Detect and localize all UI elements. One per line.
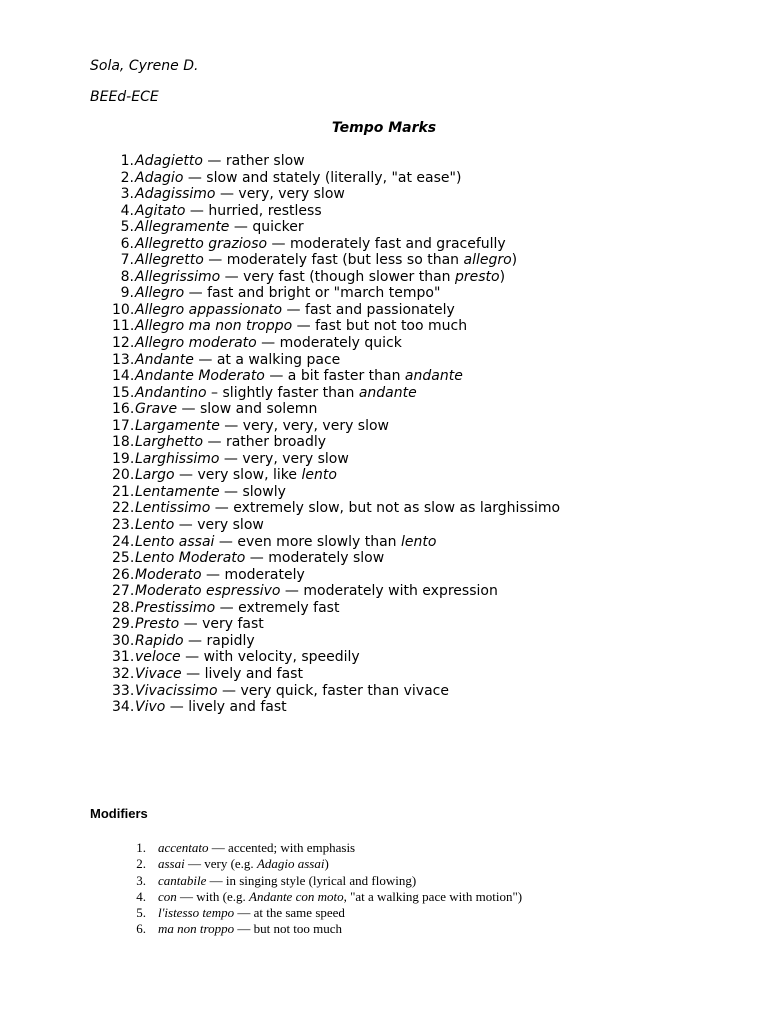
separator: — (203, 434, 226, 451)
tempo-term: Allegramente (135, 219, 230, 236)
item-number: 29. (112, 616, 135, 633)
tempo-description: a bit faster than (287, 368, 405, 385)
item-number: 24. (112, 533, 135, 550)
item-number: 1. (120, 153, 134, 169)
tempo-term: Allegretto grazioso (135, 235, 268, 252)
tempo-term: Allegrissimo (135, 268, 221, 285)
modifier-term: l'istesso tempo (158, 905, 235, 921)
tempo-term: Allegro ma non troppo (135, 318, 293, 335)
item-text (135, 600, 339, 617)
item-text (135, 583, 498, 600)
item-text (135, 385, 417, 402)
tempo-term: Vivo (135, 699, 166, 716)
tempo-description: moderately (224, 566, 305, 583)
item-text (158, 889, 522, 905)
separator: — (174, 467, 198, 484)
item-number: 7. (120, 252, 134, 269)
item-text (135, 467, 337, 484)
tempo-description: slow and stately (literally, "at ease") (206, 169, 462, 186)
tempo-description: rather broadly (225, 434, 327, 451)
tempo-description: extremely fast (238, 599, 340, 616)
tempo-term: Lentissimo (135, 500, 211, 517)
tempo-term: Lento Moderato (135, 550, 246, 567)
item-text (135, 153, 305, 170)
separator: — (177, 401, 200, 418)
item-text (135, 368, 463, 385)
item-text (135, 236, 506, 253)
tempo-description: very fast (though slower than (243, 268, 455, 285)
author-name: Sola, Cyrene D. (90, 58, 199, 74)
separator: — (193, 351, 217, 368)
tempo-term: Adagio (135, 169, 184, 186)
item-number: 13. (112, 351, 135, 368)
modifier-description: — in singing style (lyrical and flowing) (206, 872, 417, 888)
tempo-description: quicker (252, 219, 304, 236)
separator: — (201, 566, 225, 583)
tempo-description: very slow (197, 517, 264, 534)
tempo-description-italic: allegro (463, 252, 512, 269)
separator: — (202, 153, 226, 169)
item-text (158, 905, 345, 921)
item-text (135, 649, 360, 666)
item-number: 31. (112, 649, 135, 666)
separator: — (215, 599, 239, 616)
item-number: 34. (112, 699, 135, 716)
tempo-description: moderately with expression (303, 583, 498, 600)
tempo-term: Lentamente (135, 483, 220, 500)
item-number: 2. (120, 169, 134, 186)
item-number: 22. (112, 500, 135, 517)
item-text (158, 873, 416, 889)
tempo-term: Larghetto (135, 434, 204, 451)
item-number: 5. (136, 905, 146, 921)
item-number: 33. (112, 682, 135, 699)
tempo-description: lively and fast (204, 665, 303, 682)
tempo-description: hurried, restless (208, 202, 322, 219)
separator: — (184, 285, 208, 302)
tempo-description: lively and fast (188, 699, 287, 716)
item-text (135, 699, 287, 716)
tempo-term: Vivace (135, 665, 182, 682)
tempo-description: moderately quick (279, 335, 402, 352)
modifiers-heading: Modifiers (90, 806, 148, 821)
tempo-description: fast but not too much (315, 318, 468, 335)
item-number: 3. (120, 186, 134, 203)
modifier-term: con (158, 888, 177, 904)
item-number: 27. (112, 583, 135, 600)
tempo-term: veloce (135, 649, 181, 666)
item-number: 3. (136, 872, 146, 888)
item-text (135, 418, 389, 435)
item-number: 32. (112, 665, 135, 682)
item-number: 25. (112, 550, 135, 567)
tempo-term: Largamente (135, 417, 220, 434)
item-number: 21. (112, 483, 135, 500)
tempo-term: Andante Moderato (135, 368, 265, 385)
item-number: 2. (136, 856, 146, 872)
separator: — (292, 318, 316, 335)
tempo-description: very, very, very slow (242, 417, 390, 434)
modifier-description-end: , "at a walking pace with motion") (343, 888, 523, 904)
separator: — (267, 235, 291, 252)
tempo-description-italic: andante (404, 368, 463, 385)
item-number: 10. (112, 301, 135, 318)
item-text (135, 500, 560, 517)
separator: – (206, 384, 223, 401)
modifier-term: accentato (158, 840, 209, 855)
item-text (135, 484, 286, 501)
tempo-term: Andante (135, 351, 194, 368)
separator: — (229, 219, 253, 236)
item-text (135, 633, 255, 650)
tempo-term: Lento (135, 517, 175, 534)
modifier-term: ma non troppo (158, 921, 235, 937)
tempo-description: slowly (242, 483, 286, 500)
separator: — (219, 450, 243, 467)
tempo-term: Largo (135, 467, 175, 484)
tempo-description: fast and passionately (305, 301, 455, 318)
item-text (158, 840, 355, 856)
tempo-description: rapidly (206, 632, 255, 649)
item-text (135, 203, 322, 220)
tempo-term: Adagietto (135, 153, 203, 169)
tempo-term: Prestissimo (135, 599, 216, 616)
modifier-description: — but not too much (234, 921, 343, 937)
modifier-term: cantabile (158, 872, 207, 888)
tempo-term: Larghissimo (135, 450, 220, 467)
item-number: 1. (136, 840, 146, 855)
tempo-description: very slow, like (197, 467, 302, 484)
separator: — (280, 583, 304, 600)
separator: — (219, 483, 243, 500)
item-text (135, 186, 345, 203)
item-text (135, 352, 340, 369)
item-number: 28. (112, 599, 135, 616)
tempo-term: Grave (135, 401, 178, 418)
separator: — (245, 550, 269, 567)
tempo-term: Moderato (135, 566, 202, 583)
item-number: 6. (136, 921, 146, 937)
separator: — (219, 417, 243, 434)
item-number: 4. (120, 202, 134, 219)
tempo-term: Allegro appassionato (135, 301, 283, 318)
item-text (158, 921, 342, 937)
tempo-term: Vivacissimo (135, 682, 218, 699)
modifier-description: — with (e.g. (176, 888, 249, 904)
item-text (135, 567, 305, 584)
tempo-term: Andantino (135, 384, 207, 401)
tempo-term: Agitato (135, 202, 186, 219)
item-text (135, 335, 402, 352)
item-number: 12. (112, 335, 135, 352)
tempo-description: very, very slow (242, 450, 349, 467)
separator: — (180, 649, 204, 666)
tempo-description-end: ) (511, 252, 518, 269)
tempo-description: with velocity, speedily (203, 649, 360, 666)
item-text (135, 534, 436, 551)
tempo-term: Allegretto (135, 252, 204, 269)
separator: — (215, 186, 239, 203)
item-number: 8. (120, 268, 134, 285)
separator: — (220, 268, 244, 285)
tempo-description: very, very slow (238, 186, 345, 203)
tempo-term: Allegro (135, 285, 185, 302)
tempo-description: moderately fast (but less so than (226, 252, 464, 269)
tempo-description: very fast (202, 616, 264, 633)
modifier-description-italic: Andante con moto (249, 888, 344, 904)
tempo-description-italic: lento (400, 533, 437, 550)
tempo-term: Moderato espressivo (135, 583, 281, 600)
item-text (135, 401, 317, 418)
item-text (135, 302, 455, 319)
separator: — (203, 252, 227, 269)
item-text (135, 550, 384, 567)
item-number: 18. (112, 434, 135, 451)
item-number: 5. (120, 219, 134, 236)
tempo-description: even more slowly than (237, 533, 401, 550)
item-number: 15. (112, 384, 135, 401)
tempo-term: Rapido (135, 632, 184, 649)
tempo-description: moderately slow (268, 550, 385, 567)
item-number: 19. (112, 450, 135, 467)
item-number: 16. (112, 401, 135, 418)
separator: — (185, 202, 209, 219)
item-text (135, 269, 505, 286)
tempo-term: Adagissimo (135, 186, 216, 203)
tempo-term: Allegro moderato (135, 335, 257, 352)
item-text (135, 451, 349, 468)
tempo-term: Presto (135, 616, 180, 633)
tempo-description-italic: andante (358, 384, 417, 401)
separator: — (264, 368, 288, 385)
tempo-description: moderately fast and gracefully (290, 235, 506, 252)
tempo-description: at a walking pace (216, 351, 341, 368)
item-text (135, 683, 449, 700)
tempo-description: extremely slow, but not as slow as larghissimo (233, 500, 561, 517)
item-text (135, 170, 461, 187)
tempo-description: fast and bright or "march tempo" (207, 285, 441, 302)
tempo-description: very quick, faster than vivace (240, 682, 449, 699)
tempo-description-italic: lento (301, 467, 337, 484)
separator: — (183, 632, 207, 649)
separator: — (217, 682, 241, 699)
item-number: 6. (120, 235, 134, 252)
separator: — (210, 500, 234, 517)
separator: — (214, 533, 238, 550)
item-number: 30. (112, 632, 135, 649)
separator: — (165, 699, 189, 716)
modifier-description: — accented; with emphasis (208, 840, 356, 855)
item-text (158, 856, 329, 872)
item-number: 23. (112, 517, 135, 534)
separator: — (256, 335, 280, 352)
item-text (135, 517, 264, 534)
course-label: BEEd-ECE (90, 89, 159, 105)
tempo-term: Lento assai (135, 533, 215, 550)
tempo-description: slightly faster than (222, 384, 359, 401)
item-number: 20. (112, 467, 135, 484)
item-number: 11. (112, 318, 135, 335)
separator: — (282, 301, 306, 318)
item-text (135, 318, 467, 335)
item-text (135, 285, 440, 302)
item-text (135, 252, 517, 269)
item-number: 14. (112, 368, 135, 385)
modifier-description: — very (e.g. (184, 856, 257, 872)
item-number: 26. (112, 566, 135, 583)
separator: — (181, 665, 205, 682)
separator: — (174, 517, 198, 534)
separator: — (183, 169, 207, 186)
item-number: 4. (136, 888, 146, 904)
separator: — (179, 616, 203, 633)
modifier-term: assai (158, 856, 185, 872)
modifier-description-italic: Adagio assai (256, 856, 325, 872)
modifier-description-end: ) (324, 856, 329, 872)
item-text (135, 616, 264, 633)
item-number: 17. (112, 417, 135, 434)
item-number: 9. (120, 285, 134, 302)
tempo-description-end: ) (499, 268, 506, 285)
tempo-description: slow and solemn (200, 401, 318, 418)
item-text (135, 666, 303, 683)
page-title: Tempo Marks (331, 120, 437, 136)
tempo-description: rather slow (225, 153, 305, 169)
modifier-description: — at the same speed (234, 905, 345, 921)
item-text (135, 434, 326, 451)
item-text (135, 219, 304, 236)
tempo-description-italic: presto (454, 268, 500, 285)
